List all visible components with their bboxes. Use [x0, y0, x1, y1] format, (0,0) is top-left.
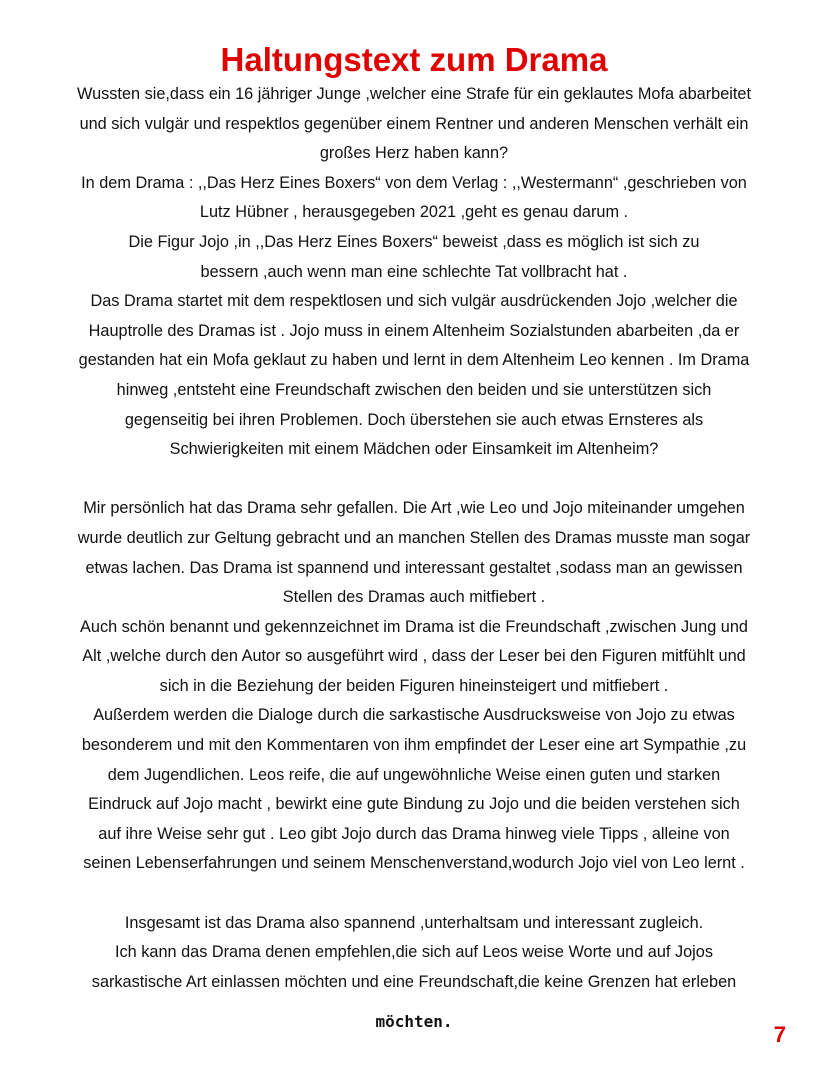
text-line: großes Herz haben kann?: [319, 144, 509, 163]
text-line: Mir persönlich hat das Drama sehr gefallen. Die Art ,wie Leo und Jojo miteinander umgehen: [83, 499, 745, 518]
text-line: Außerdem werden die Dialoge durch die sarkastische Ausdrucksweise von Jojo zu etwas: [93, 706, 735, 725]
text-line: In dem Drama : ,,Das Herz Eines Boxers“ von dem Verlag : ,,Westermann“ ,geschrieben von: [81, 173, 747, 192]
text-line: Schwierigkeiten mit einem Mädchen oder Einsamkeit im Altenheim?: [169, 440, 659, 459]
text-line: Auch schön benannt und gekennzeichnet im Drama ist die Freundschaft ,zwischen Jung und: [80, 617, 748, 636]
text-line: und sich vulgär und respektlos gegenüber einem Rentner und anderen Menschen verhält ein: [79, 114, 749, 133]
text-line: dem Jugendlichen. Leos reife, die auf ungewöhnliche Weise einen guten und starken: [107, 765, 721, 784]
text-line: Lutz Hübner , herausgegeben 2021 ,geht es genau darum .: [199, 203, 629, 222]
text-line: sarkastische Art einlassen möchten und eine Freundschaft,die keine Grenzen hat erleben: [91, 972, 737, 991]
text-line: etwas lachen. Das Drama ist spannend und interessant gestaltet ,sodass man an gewissen: [85, 558, 743, 577]
text-line: Hauptrolle des Dramas ist . Jojo muss in einem Altenheim Sozialstunden abarbeiten ,da er: [88, 321, 740, 340]
text-line: Stellen des Dramas auch mitfiebert .: [282, 588, 546, 607]
text-line: hinweg ,entsteht eine Freundschaft zwischen den beiden und sie unterstützen sich: [116, 380, 712, 399]
text-line: Die Figur Jojo ,in ,,Das Herz Eines Boxers“ beweist ,dass es möglich ist sich zu: [128, 232, 700, 251]
page-number: 7: [773, 1022, 786, 1047]
paragraph-gap: [0, 879, 828, 909]
text-line: Das Drama startet mit dem respektlosen und sich vulgär ausdrückenden Jojo ,welcher die: [90, 292, 738, 311]
text-line: sich in die Beziehung der beiden Figuren hineinsteigert und mitfiebert .: [159, 676, 669, 695]
text-line: Eindruck auf Jojo macht , bewirkt eine gute Bindung zu Jojo und die beiden verstehen sich: [88, 795, 740, 814]
paragraph-gap: [0, 465, 828, 495]
text-line: gegenseitig bei ihren Problemen. Doch überstehen sie auch etwas Ernsteres als: [124, 410, 704, 429]
closing-word: möchten.: [375, 1012, 453, 1031]
body-text: [0, 80, 828, 997]
text-line: Insgesamt ist das Drama also spannend ,unterhaltsam und interessant zugleich.: [124, 913, 704, 932]
text-line: Ich kann das Drama denen empfehlen,die sich auf Leos weise Worte und auf Jojos: [115, 943, 713, 962]
page-title: Haltungstext zum Drama: [220, 41, 608, 78]
text-line: wurde deutlich zur Geltung gebracht und an manchen Stellen des Dramas musste man sogar: [77, 528, 751, 547]
text-line: gestanden hat ein Mofa geklaut zu haben und lernt in dem Altenheim Leo kennen . Im Drama: [78, 351, 750, 370]
text-line: besonderem und mit den Kommentaren von ihm empfindet der Leser eine art Sympathie ,zu: [81, 736, 747, 755]
text-line: Wussten sie,dass ein 16 jähriger Junge ,welcher eine Strafe für ein geklautes Mofa abarbeitet: [77, 85, 751, 103]
text-line: bessern ,auch wenn man eine schlechte Tat vollbracht hat .: [200, 262, 628, 281]
text-line: Alt ,welche durch den Autor so ausgeführt wird , dass der Leser bei den Figuren mitfühlt und: [82, 647, 746, 666]
text-line: auf ihre Weise sehr gut . Leo gibt Jojo durch das Drama hinweg viele Tipps , alleine von: [98, 824, 730, 843]
text-line: seinen Lebenserfahrungen und seinem Menschenverstand,wodurch Jojo viel von Leo lernt .: [83, 854, 745, 873]
